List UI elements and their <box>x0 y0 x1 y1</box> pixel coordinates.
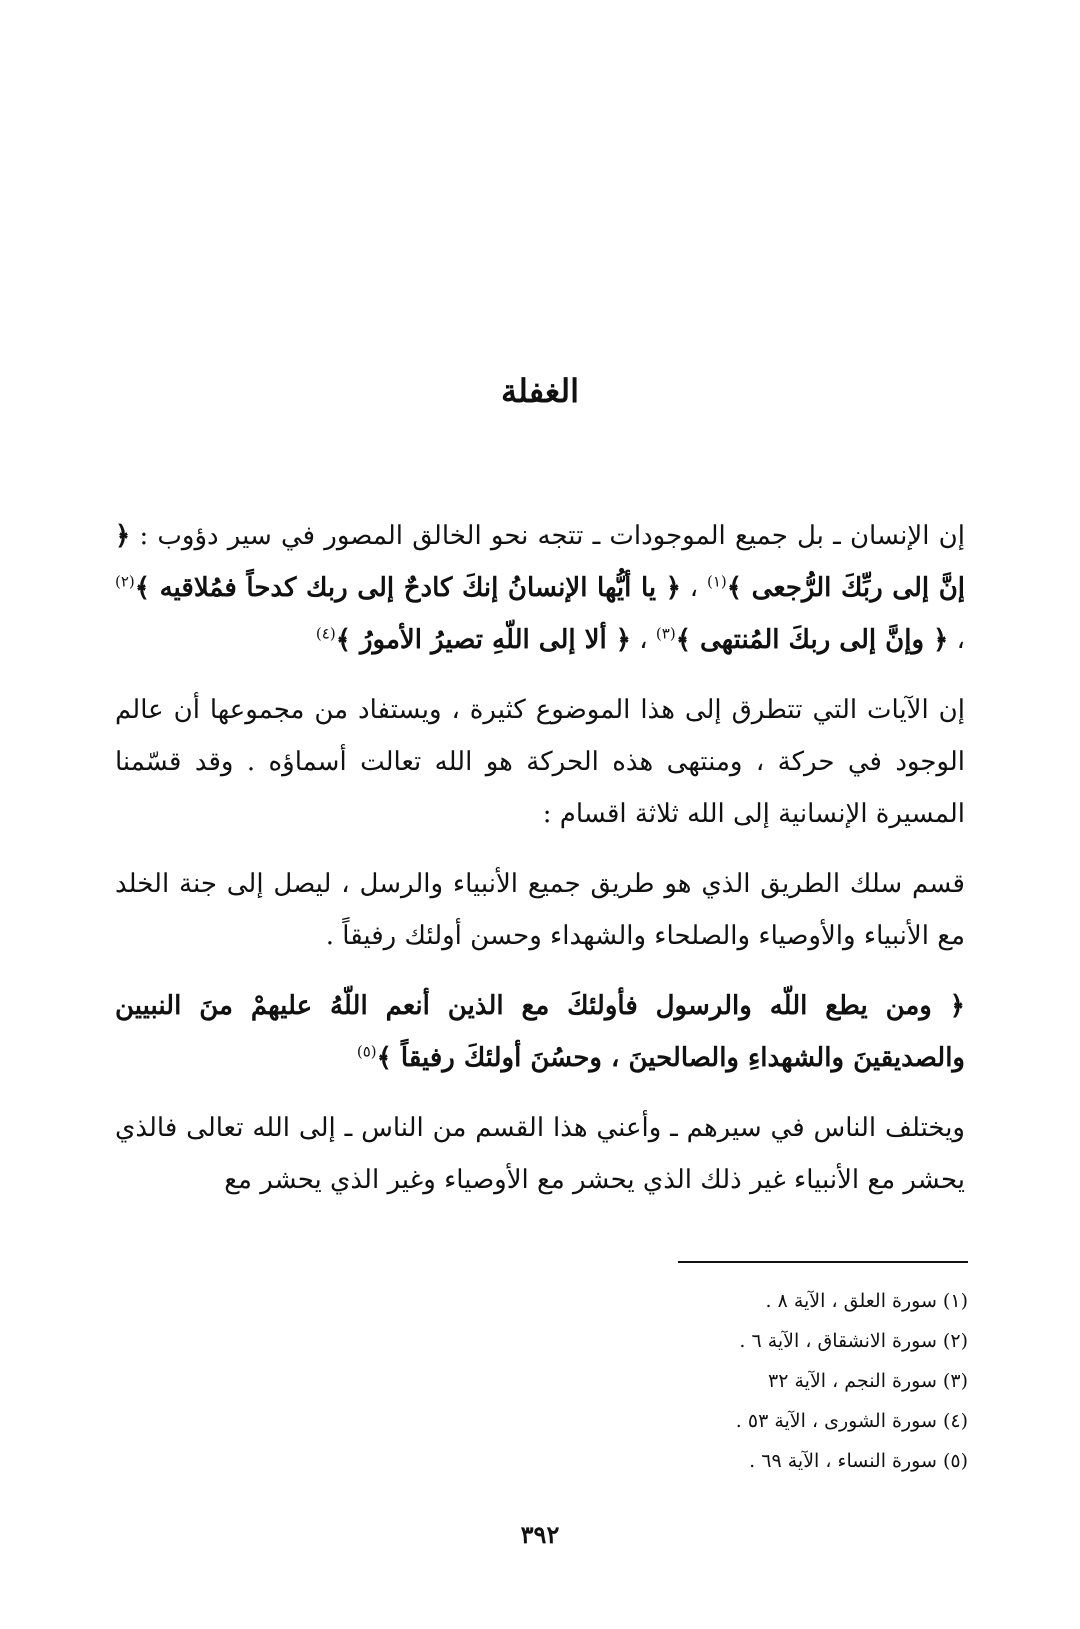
body-text <box>115 510 965 1224</box>
text-segment: ، <box>630 625 656 655</box>
footnote-reference: (٣) <box>655 624 676 643</box>
text-segment: ، <box>680 573 707 603</box>
text-segment: قسم سلك الطريق الذي هو طريق جميع الأنبياء والرسل ، ليصل إلى جنة الخلد مع الأنبياء والأوصياء والصلحاء والشهداء وحسن أولئك رفيقاً . <box>115 869 965 951</box>
footnote-item: (٤) سورة الشورى ، الآية ٥٣ . <box>735 1410 968 1432</box>
footnote-item: (١) سورة العلق ، الآية ٨ . <box>765 1290 968 1312</box>
chapter-title: الغفلة <box>500 372 579 410</box>
text-segment: إن الآيات التي تتطرق إلى هذا الموضوع كثيرة ، ويستفاد من مجموعها أن عالم الوجود في حركة ، ومنتهى هذه الحركة هو الله تعالت أسماؤه . وقد قسّمنا المسيرة الإنسانية إلى الله ثلاثة اقسام : <box>115 695 965 829</box>
quran-verse: ﴿ إنَّ إلى ربِّكَ الرُّجعى ﴾ <box>115 521 966 603</box>
paragraph <box>115 510 965 666</box>
footnote-reference: (٥) <box>356 1042 377 1061</box>
paragraph <box>115 1102 965 1206</box>
text-segment: ويختلف الناس في سيرهم ـ وأعني هذا القسم من الناس ـ إلى الله تعالى فالذي يحشر مع الأنبياء غير ذلك الذي يحشر مع الأوصياء وغير الذي يحشر مع <box>115 1113 965 1195</box>
text-segment: إن الإنسان ـ بل جميع الموجودات ـ تتجه نحو الخالق المصور في سير دؤوب : <box>130 521 965 551</box>
page-number: ٣٩٢ <box>520 1520 560 1549</box>
footnote-item: (٥) سورة النساء ، الآية ٦٩ . <box>749 1450 968 1472</box>
quran-verse: ﴿ ومن يطع اللّه والرسول فأولئكَ مع الذين أنعم اللّهُ عليهمْ منَ النبيين والصديقينَ والشهداءِ والصالحينَ ، وحسُنَ أولئكَ رفيقاً ﴾ <box>115 991 965 1073</box>
text-segment: ، <box>948 625 965 655</box>
footnotes-list <box>548 1281 968 1481</box>
paragraph <box>115 980 965 1084</box>
footnote-reference: (١) <box>707 572 727 591</box>
paragraph <box>115 684 965 840</box>
footnote-item: (٢) سورة الانشقاق ، الآية ٦ . <box>739 1330 968 1352</box>
quran-verse: ﴿ ألا إلى اللّهِ تصيرُ الأمورُ ﴾ <box>335 625 631 655</box>
quran-verse: ﴿ وإنَّ إلى ربكَ المُنتهى ﴾ <box>675 625 949 655</box>
footnote-reference: (٤) <box>315 624 336 643</box>
footnote-divider <box>678 1261 968 1263</box>
footnote-item: (٣) سورة النجم ، الآية ٣٢ <box>768 1370 968 1392</box>
paragraph <box>115 858 965 962</box>
footnote-reference: (٢) <box>115 572 135 591</box>
quran-verse: ﴿ يا أيُّها الإنسانُ إنكَ كادحٌ إلى ربك كدحاً فمُلاقيه ﴾ <box>134 573 681 603</box>
